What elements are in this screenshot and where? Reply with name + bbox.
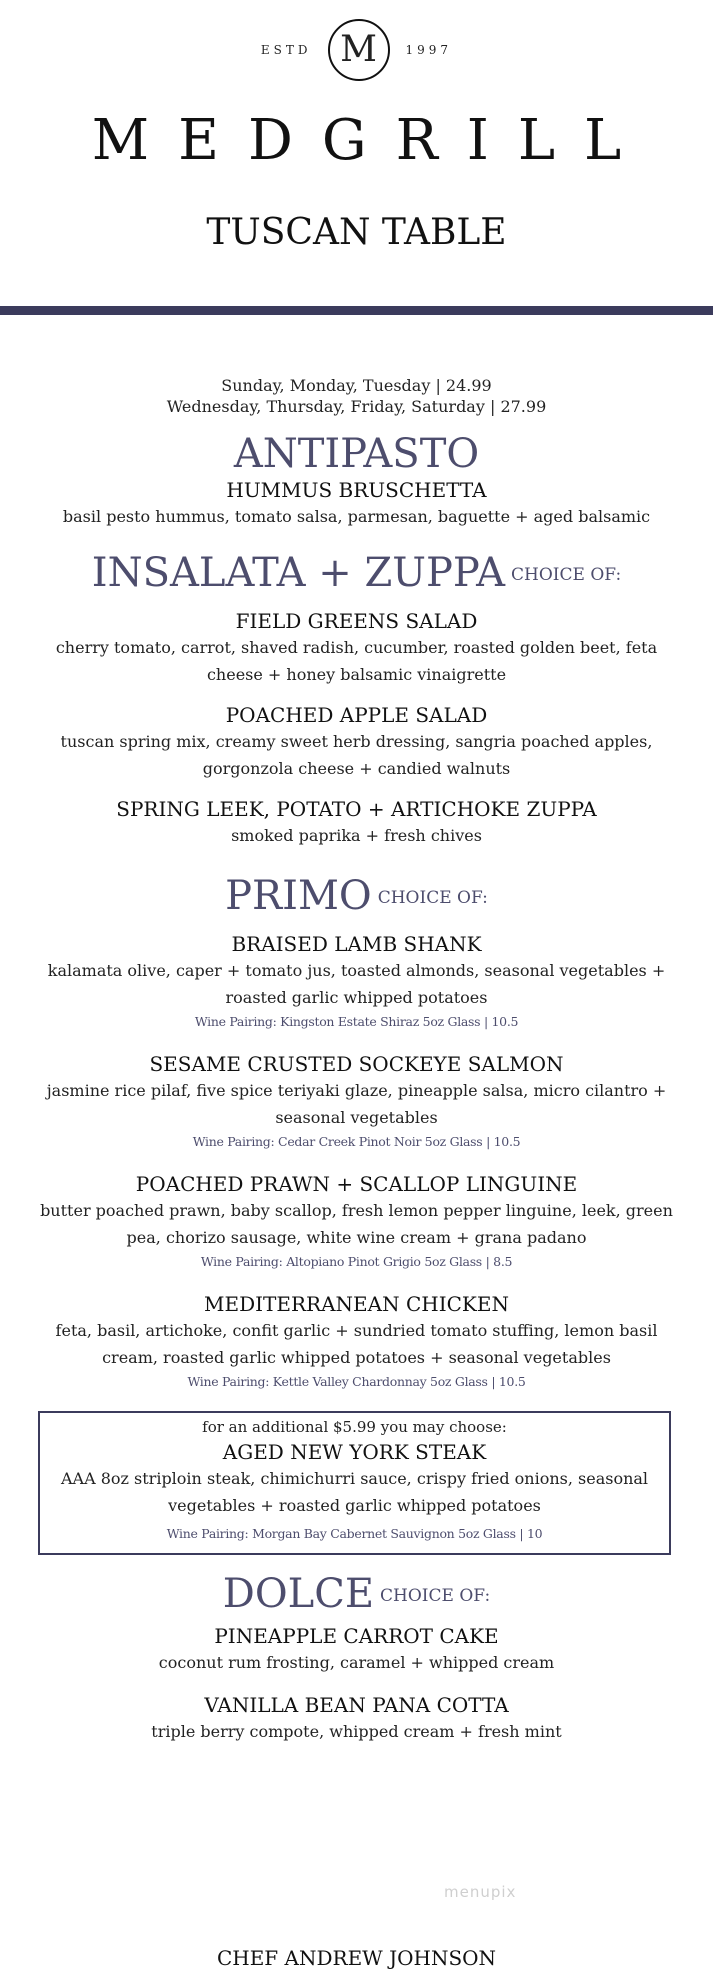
section-title-dolce: DOLCE CHOICE OF: [222, 1571, 491, 1617]
menu-item-description: cherry tomato, carrot, shaved radish, cucumber, roasted golden beet, feta cheese + honey balsamic vinaigrette [55, 638, 658, 684]
choice-of-label: CHOICE OF: [377, 888, 488, 908]
menu-item-description: tuscan spring mix, creamy sweet herb dressing, sangria poached apples, gorgonzola cheese + candied walnuts [60, 732, 653, 778]
menu-item-description: butter poached prawn, baby scallop, fresh lemon pepper linguine, leek, green pea, chorizo sausage, white wine cream + grana padano [40, 1201, 673, 1247]
menu-item-name: AGED NEW YORK STEAK [222, 1440, 487, 1464]
wine-pairing: Wine Pairing: Altopiano Pinot Grigio 5oz Glass | 8.5 [200, 1254, 513, 1269]
upgrade-box [38, 1411, 671, 1555]
estd-label: ESTD [260, 43, 312, 57]
brand-name: MEDGRILL [91, 108, 651, 173]
pricing [0, 375, 713, 417]
menu-item-description: basil pesto hummus, tomato salsa, parmesan, baguette + aged balsamic [62, 507, 651, 526]
menu-subtitle: TUSCAN TABLE [206, 212, 507, 253]
menu-item-name: POACHED APPLE SALAD [225, 703, 488, 727]
menu-item-name: POACHED PRAWN + SCALLOP LINGUINE [135, 1172, 578, 1196]
menu-item-name: HUMMUS BRUSCHETTA [226, 478, 487, 502]
menu-item-name: SESAME CRUSTED SOCKEYE SALMON [149, 1052, 564, 1076]
watermark: menupix [444, 1883, 517, 1901]
pricing-line: Wednesday, Thursday, Friday, Saturday | 27.99 [166, 397, 547, 416]
logo-letter: M [340, 29, 377, 70]
section-title-insalata: INSALATA + ZUPPA CHOICE OF: [91, 550, 622, 596]
section-title-antipasto: ANTIPASTO [233, 431, 480, 477]
upgrade-note: for an additional $5.99 you may choose: [202, 1418, 507, 1436]
wine-pairing: Wine Pairing: Morgan Bay Cabernet Sauvignon 5oz Glass | 10 [166, 1526, 543, 1541]
wine-pairing: Wine Pairing: Cedar Creek Pinot Noir 5oz Glass | 10.5 [192, 1134, 521, 1149]
choice-of-label: CHOICE OF: [380, 1586, 491, 1606]
choice-of-label: CHOICE OF: [511, 565, 622, 585]
menu-item-description: coconut rum frosting, caramel + whipped cream [158, 1653, 555, 1672]
logo-circle [328, 19, 390, 81]
pricing-line: Sunday, Monday, Tuesday | 24.99 [221, 376, 492, 395]
menu-item-description: smoked paprika + fresh chives [231, 826, 482, 845]
established-year: 1997 [405, 43, 453, 57]
menu-item-description: feta, basil, artichoke, confit garlic + sundried tomato stuffing, lemon basil cream, roasted garlic whipped potatoes + seasonal vegetables [55, 1321, 658, 1367]
menu-item-name: VANILLA BEAN PANA COTTA [204, 1693, 509, 1717]
menu-item-description: kalamata olive, caper + tomato jus, toasted almonds, seasonal vegetables + roasted garlic whipped potatoes [47, 961, 666, 1007]
menu-item-name: SPRING LEEK, POTATO + ARTICHOKE ZUPPA [116, 797, 597, 821]
menu-item-description: triple berry compote, whipped cream + fresh mint [151, 1722, 562, 1741]
wine-pairing: Wine Pairing: Kingston Estate Shiraz 5oz Glass | 10.5 [194, 1014, 519, 1029]
menu-content [0, 375, 713, 1745]
wine-pairing: Wine Pairing: Kettle Valley Chardonnay 5oz Glass | 10.5 [187, 1374, 526, 1389]
chef-name: CHEF ANDREW JOHNSON [216, 1946, 497, 1970]
menu-item-name: FIELD GREENS SALAD [235, 609, 478, 633]
menu-item-description: jasmine rice pilaf, five spice teriyaki glaze, pineapple salsa, micro cilantro + seasonal vegetables [46, 1081, 667, 1127]
menu-item-name: BRAISED LAMB SHANK [231, 932, 482, 956]
menu-item-description: AAA 8oz striploin steak, chimichurri sauce, crispy fried onions, seasonal vegetables + roasted garlic whipped potatoes [60, 1469, 649, 1515]
logo [0, 18, 713, 82]
menu-item-name: MEDITERRANEAN CHICKEN [204, 1292, 509, 1316]
header-divider [0, 306, 713, 315]
section-title-primo: PRIMO CHOICE OF: [225, 873, 488, 919]
menu-item-name: PINEAPPLE CARROT CAKE [214, 1624, 499, 1648]
